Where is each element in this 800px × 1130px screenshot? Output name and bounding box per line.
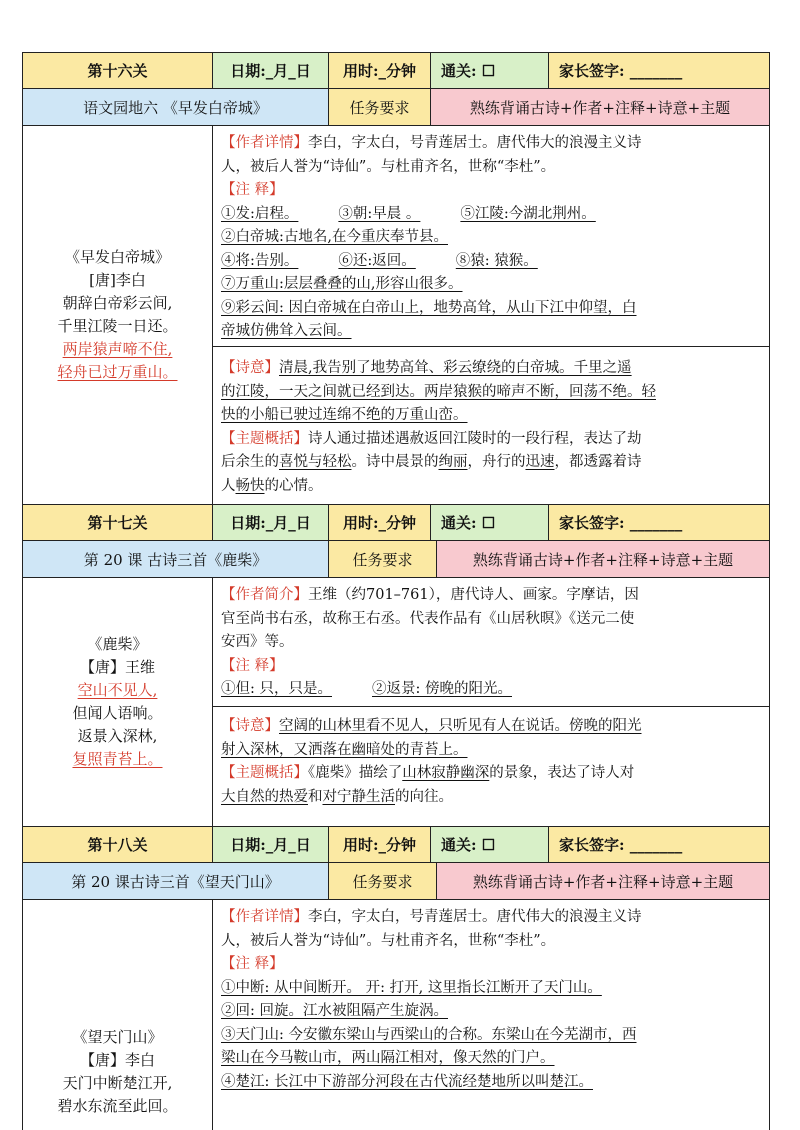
theme-text: 和 xyxy=(308,788,323,805)
meaning-text: 清晨,我告别了地势高耸、彩云缭绕的白帝城。千里之遥 xyxy=(279,360,632,376)
notes-tag: 【注 释】 xyxy=(221,956,284,972)
theme-text: 人 xyxy=(221,477,236,494)
author-text: 李白，字太白，号青莲居士。唐代伟大的浪漫主义诗 xyxy=(308,909,642,925)
meaning-text: 射入深林，又洒落在幽暗处的青苔上。 xyxy=(221,741,468,758)
poem-title: 《鹿柴》 xyxy=(87,635,148,653)
time-field[interactable]: 用时:_分钟 xyxy=(329,504,431,540)
theme-text: 《鹿柴》描绘了 xyxy=(308,765,403,781)
author-notes-block xyxy=(213,578,769,706)
parent-signature-field[interactable]: 家长签字: _______ xyxy=(549,504,769,540)
parent-signature-field[interactable]: 家长签字: _______ xyxy=(549,52,769,88)
author-notes-block xyxy=(213,126,769,346)
level-header-row xyxy=(22,826,770,862)
lesson-row xyxy=(22,88,770,125)
theme-keyword: 畅快 xyxy=(235,477,265,494)
note-item: ④楚江: 长江中下游部分河段在古代流经楚地所以叫楚江。 xyxy=(221,1073,593,1090)
pass-checkbox[interactable]: ☐ xyxy=(481,61,496,80)
theme-tag: 【主题概括】 xyxy=(221,765,308,781)
author-notes-block xyxy=(213,900,769,1130)
poem-text xyxy=(23,126,213,504)
date-field[interactable]: 日期:_月_日 xyxy=(213,826,329,862)
poem-line: 朝辞白帝彩云间, xyxy=(62,294,173,312)
theme-text: 的心情。 xyxy=(264,477,323,494)
author-text: 王维（约701–761），唐代诗人、画家。字摩诘，因 xyxy=(308,587,639,603)
poem-body xyxy=(22,899,770,1130)
note-item: ③天门山: 今安徽东梁山与西梁山的合称。东梁山在今芜湖市，西 xyxy=(221,1026,637,1043)
note-item: ⑨彩云间: 因白帝城在白帝山上，地势高耸，从山下江中仰望，白 xyxy=(221,299,637,316)
theme-text: 的景象，表达了诗人对 xyxy=(489,765,635,781)
theme-text: 后余生的 xyxy=(221,454,279,470)
poem-body xyxy=(22,125,770,504)
note-item: ②白帝城:古地名,在今重庆奉节县。 xyxy=(221,229,448,245)
theme-keyword: 喜悦与轻松 xyxy=(279,454,352,470)
level-header-row xyxy=(22,52,770,88)
poem-poet: 【唐】李白 xyxy=(79,1051,155,1069)
author-tag: 【作者详情】 xyxy=(221,909,308,925)
lesson-row xyxy=(22,540,770,577)
author-tag: 【作者详情】 xyxy=(221,135,308,151)
poem-line: 空山不见人, xyxy=(77,681,158,699)
lesson-row xyxy=(22,862,770,899)
poem-line: 天门中断楚江开, xyxy=(62,1074,173,1092)
meaning-theme-block xyxy=(213,346,769,504)
theme-text: ，都透露着诗 xyxy=(554,454,642,470)
poem-text xyxy=(23,578,213,826)
note-item: 帝城仿佛耸入云间。 xyxy=(221,323,352,339)
poem-line: 复照青苔上。 xyxy=(72,750,163,768)
task-label: 任务要求 xyxy=(329,862,437,899)
note-item: 梁山在今马鞍山市，两山隔江相对，像天然的门户。 xyxy=(221,1050,555,1066)
level-title: 第十七关 xyxy=(23,504,213,540)
author-tag: 【作者简介】 xyxy=(221,587,308,603)
poem-title: 《早发白帝城》 xyxy=(64,248,170,266)
note-item: ②回: 回旋。江水被阻隔产生旋涡。 xyxy=(221,1003,448,1019)
pass-label: 通关: xyxy=(441,836,477,854)
poem-details xyxy=(213,578,769,826)
poem-text xyxy=(23,900,213,1130)
theme-tag: 【主题概括】 xyxy=(221,430,308,447)
meaning-tag: 【诗意】 xyxy=(221,718,279,734)
pass-field[interactable] xyxy=(431,504,549,540)
theme-keyword: 对宁静生活 xyxy=(322,788,395,805)
pass-label: 通关: xyxy=(441,514,477,532)
task-requirement: 熟练背诵古诗+作者+注释+诗意+主题 xyxy=(437,540,769,577)
date-field[interactable]: 日期:_月_日 xyxy=(213,52,329,88)
pass-field[interactable] xyxy=(431,826,549,862)
note-item: ④将:告别。 xyxy=(221,252,299,269)
meaning-text: 空阔的山林里看不见人，只听见有人在说话。傍晚的阳光 xyxy=(279,718,642,734)
poem-line: 千里江陵一日还。 xyxy=(57,317,178,335)
level-title: 第十六关 xyxy=(23,52,213,88)
author-text: 人，被后人誉为“诗仙”。与杜甫齐名，世称“李杜”。 xyxy=(221,932,556,949)
poem-line: 返景入深林, xyxy=(77,727,158,745)
theme-keyword: 山林寂静幽深 xyxy=(402,765,490,781)
poem-details xyxy=(213,126,769,504)
theme-text: ，舟行的 xyxy=(467,454,526,470)
poem-body xyxy=(22,577,770,826)
time-field[interactable]: 用时:_分钟 xyxy=(329,826,431,862)
lesson-title: 第 20 课 古诗三首《鹿柴》 xyxy=(23,540,329,577)
lesson-title: 语文园地六 《早发白帝城》 xyxy=(23,88,329,125)
level-header-row xyxy=(22,504,770,540)
poem-poet: 【唐】王维 xyxy=(79,658,155,676)
lesson-title: 第 20 课古诗三首《望天门山》 xyxy=(23,862,329,899)
poem-line: 但闻人语响。 xyxy=(72,704,163,722)
note-item: ⑥还:返回。 xyxy=(338,252,416,269)
note-item: ⑦万重山:层层叠叠的山,形容山很多。 xyxy=(221,276,463,292)
note-item: ⑧猿: 猿猴。 xyxy=(455,252,538,269)
author-text: 官至尚书右丞，故称王右丞。代表作品有《山居秋暝》《送元二使 xyxy=(221,610,635,627)
theme-text: 。诗中晨景的 xyxy=(351,454,439,470)
parent-signature-field[interactable]: 家长签字: _______ xyxy=(549,826,769,862)
theme-keyword: 绚丽 xyxy=(438,454,468,470)
note-item: ③朝:早晨 。 xyxy=(338,205,421,222)
poem-title: 《望天门山》 xyxy=(72,1028,163,1046)
author-text: 人，被后人誉为“诗仙”。与杜甫齐名，世称“李杜”。 xyxy=(221,158,556,175)
task-label: 任务要求 xyxy=(329,88,431,125)
poem-line: 两岸猿声啼不住, xyxy=(62,340,173,358)
date-field[interactable]: 日期:_月_日 xyxy=(213,504,329,540)
theme-keyword: 迅速 xyxy=(525,454,555,470)
poem-line: 碧水东流至此回。 xyxy=(57,1097,178,1115)
worksheet xyxy=(22,52,770,1130)
note-item: ①发:启程。 xyxy=(221,205,299,222)
note-item: ⑤江陵:今湖北荆州。 xyxy=(460,205,596,222)
note-item: ①中断: 从中间断开。 开: 打开, 这里指长江断开了天门山。 xyxy=(221,979,602,996)
poem-line: 轻舟已过万重山。 xyxy=(57,363,178,381)
level-title: 第十八关 xyxy=(23,826,213,862)
task-requirement: 熟练背诵古诗+作者+注释+诗意+主题 xyxy=(431,88,769,125)
note-item: ②返景: 傍晚的阳光。 xyxy=(372,681,512,697)
note-item: ①但: 只，只是。 xyxy=(221,681,332,697)
pass-label: 通关: xyxy=(441,62,477,80)
author-text: 安西》等。 xyxy=(221,634,294,650)
poem-poet: [唐]李白 xyxy=(89,271,146,289)
meaning-text: 的江陵，一天之间就已经到达。两岸猿猴的啼声不断，回荡不绝。轻 xyxy=(221,383,656,400)
notes-tag: 【注 释】 xyxy=(221,182,284,198)
pass-checkbox[interactable]: ☐ xyxy=(481,513,496,532)
meaning-text: 快的小船已驶过连绵不绝的万重山峦。 xyxy=(221,407,468,423)
task-label: 任务要求 xyxy=(329,540,437,577)
author-text: 李白，字太白，号青莲居士。唐代伟大的浪漫主义诗 xyxy=(308,135,642,151)
notes-tag: 【注 释】 xyxy=(221,657,284,674)
meaning-theme-block xyxy=(213,706,769,826)
theme-text: 的向往。 xyxy=(395,788,453,805)
theme-keyword: 大自然的热爱 xyxy=(221,788,308,805)
time-field[interactable]: 用时:_分钟 xyxy=(329,52,431,88)
poem-details xyxy=(213,900,769,1130)
meaning-tag: 【诗意】 xyxy=(221,360,279,376)
task-requirement: 熟练背诵古诗+作者+注释+诗意+主题 xyxy=(437,862,769,899)
theme-text: 诗人通过描述遇赦返回江陵时的一段行程，表达了劫 xyxy=(308,430,642,447)
pass-checkbox[interactable]: ☐ xyxy=(481,835,496,854)
pass-field[interactable] xyxy=(431,52,549,88)
